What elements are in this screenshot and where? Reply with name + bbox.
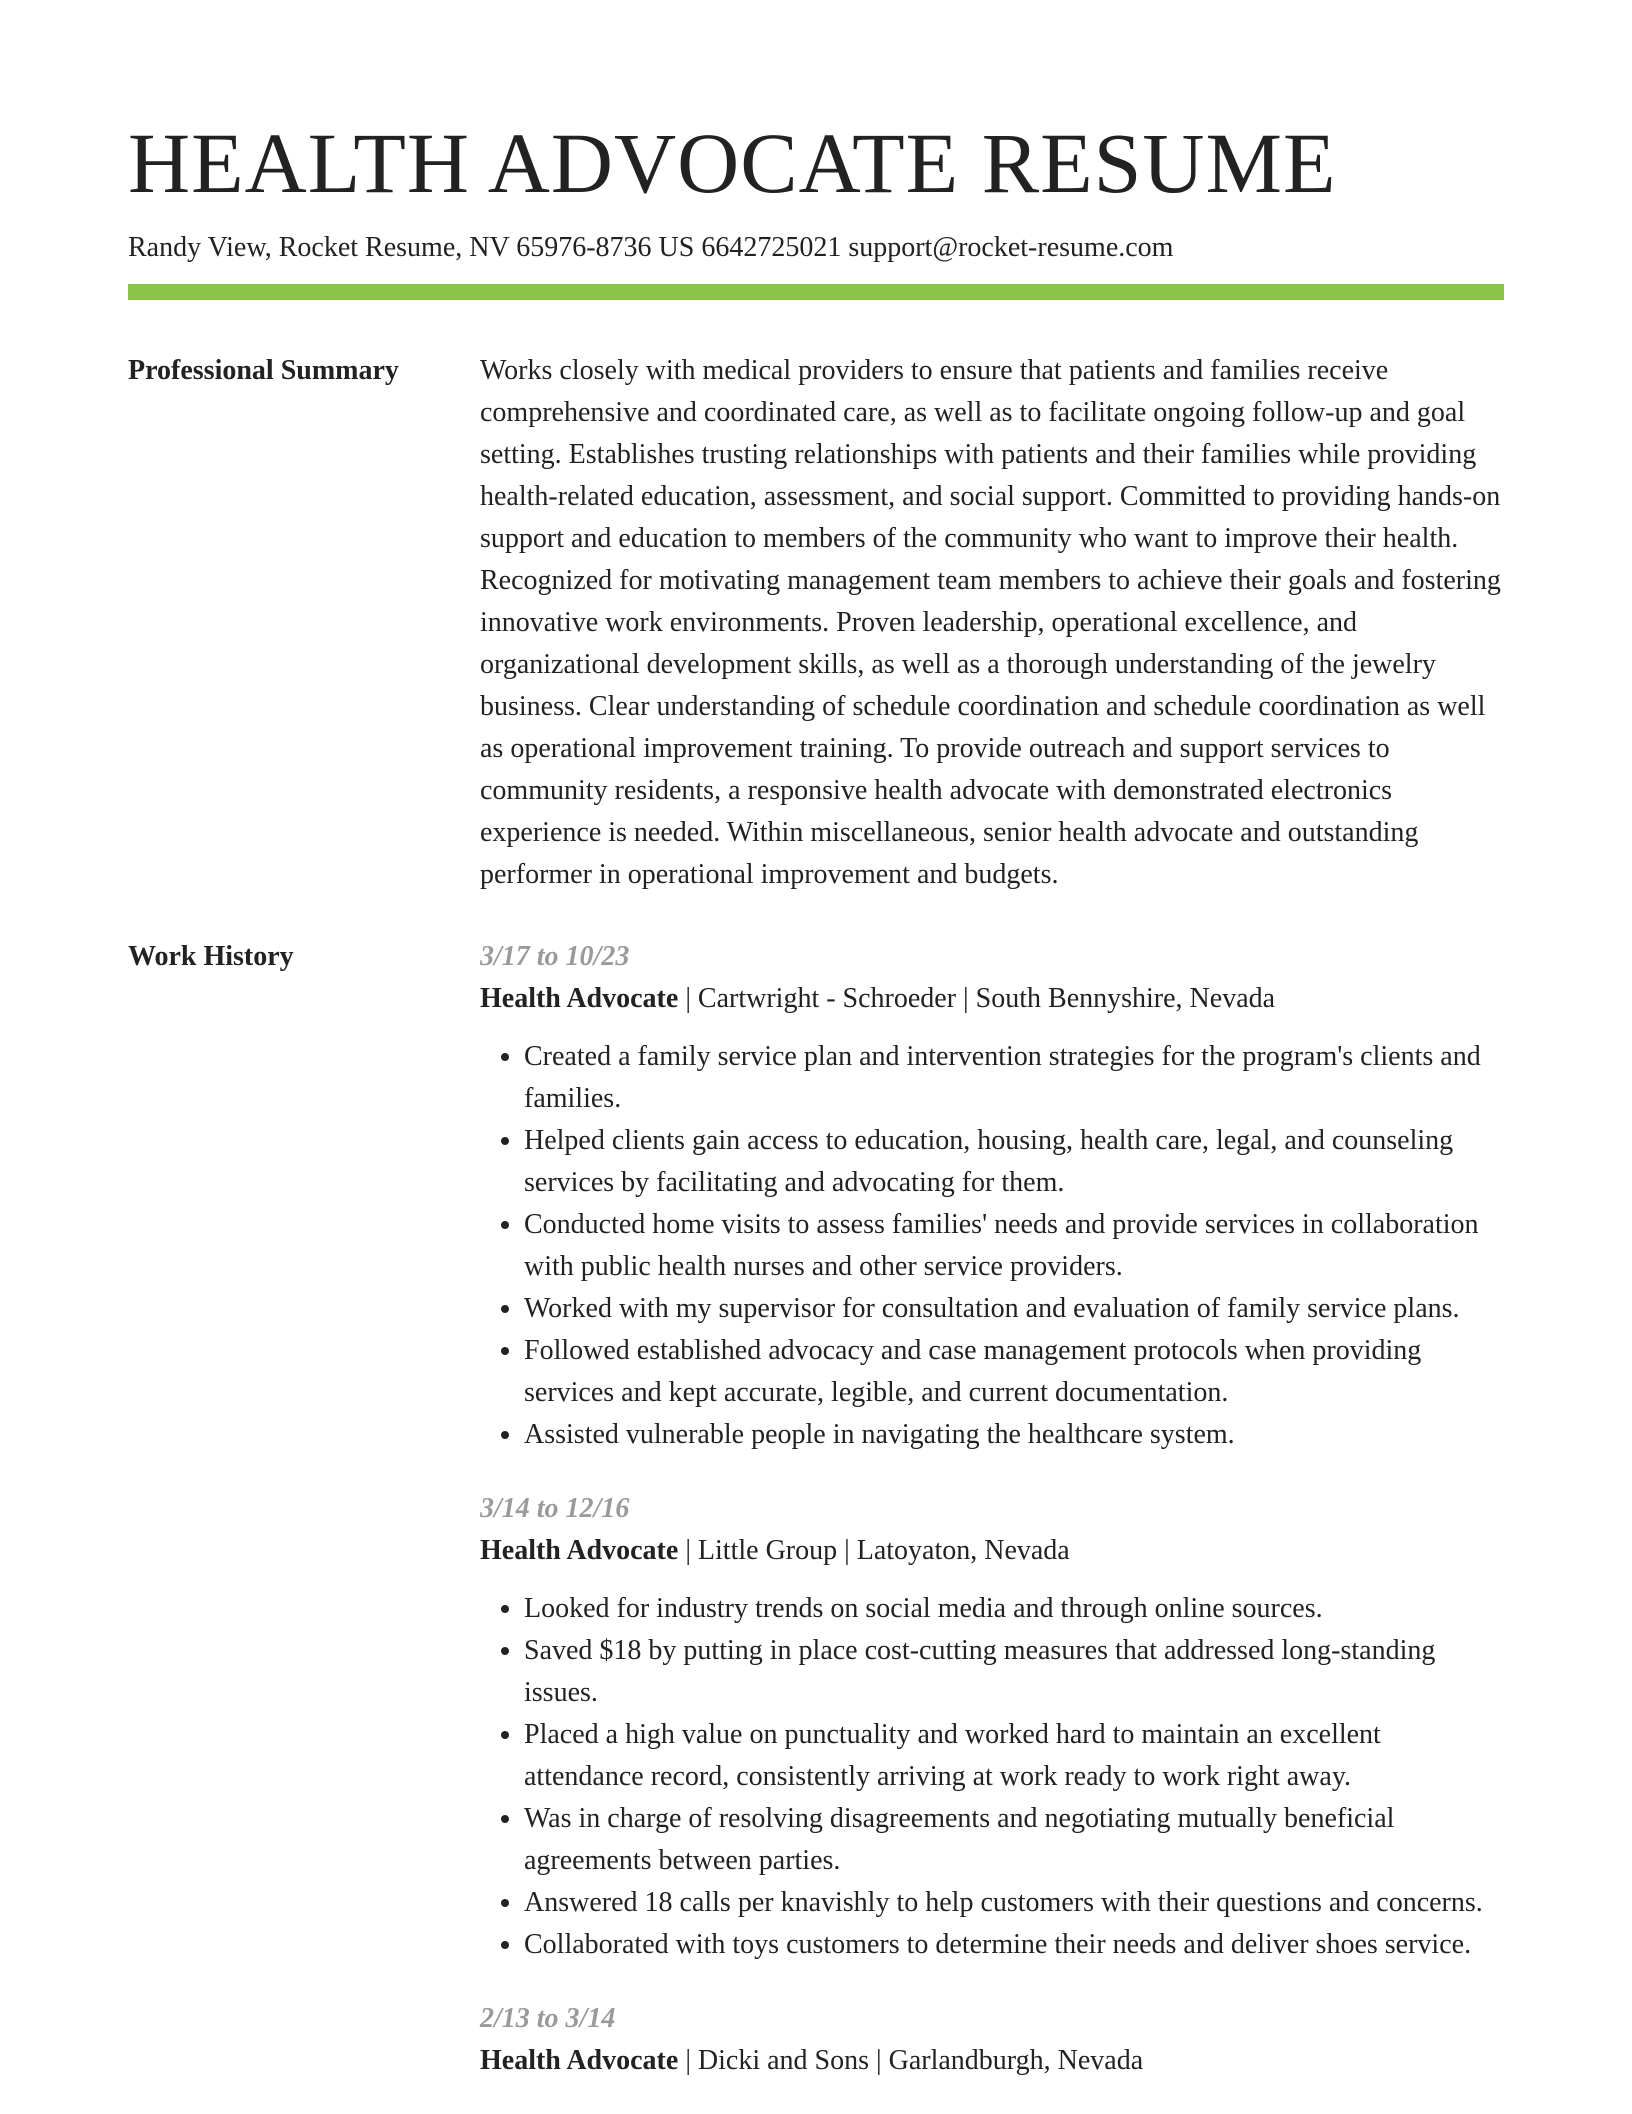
job-bullet: • Assisted vulnerable people in navigating the healthcare system.	[524, 1414, 1504, 1456]
job-title: Health Advocate	[480, 1535, 679, 1567]
summary-section	[128, 350, 1504, 896]
job-bullets	[480, 1036, 1504, 1456]
job-heading	[480, 2040, 1504, 2082]
summary-heading: Professional Summary	[128, 355, 399, 387]
job-dates: 2/13 to 3/14	[480, 2003, 616, 2035]
job-bullet: • Placed a high value on punctuality and worked hard to maintain an excellent attendance record, consistently arriving at work ready to work right away.	[524, 1714, 1504, 1798]
job-entry	[480, 936, 1504, 1456]
job-details: | Little Group | Latoyaton, Nevada	[678, 1535, 1070, 1567]
job-bullet: • Created a family service plan and intervention strategies for the program's clients and families.	[524, 1036, 1504, 1120]
job-bullet: • Was in charge of resolving disagreements and negotiating mutually beneficial agreements between parties.	[524, 1798, 1504, 1882]
job-bullets	[480, 1588, 1504, 1966]
job-bullet: • Looked for industry trends on social media and through online sources.	[524, 1588, 1504, 1630]
job-details: | Cartwright - Schroeder | South Bennyshire, Nevada	[678, 983, 1276, 1015]
job-entry	[480, 1488, 1504, 1966]
job-heading	[480, 1530, 1504, 1572]
job-title: Health Advocate	[480, 2045, 679, 2077]
job-bullet: • Answered 18 calls per knavishly to help customers with their questions and concerns.	[524, 1882, 1504, 1924]
job-dates: 3/14 to 12/16	[480, 1493, 630, 1525]
job-details: | Dicki and Sons | Garlandburgh, Nevada	[678, 2045, 1144, 2077]
job-bullet: • Helped clients gain access to education, housing, health care, legal, and counseling services by facilitating and advocating for them.	[524, 1120, 1504, 1204]
job-bullet: • Conducted home visits to assess families' needs and provide services in collaboration with public health nurses and other service providers.	[524, 1204, 1504, 1288]
job-entry	[480, 1998, 1504, 2082]
job-dates: 3/17 to 10/23	[480, 941, 630, 973]
accent-divider	[128, 284, 1504, 300]
job-bullet: • Followed established advocacy and case management protocols when providing services and kept accurate, legible, and current documentation.	[524, 1330, 1504, 1414]
work-history-section	[128, 936, 1504, 2114]
summary-text: Works closely with medical providers to ensure that patients and families receive comprehensive and coordinated care, as well as to facilitate ongoing follow-up and goal setting. Establishes trusting relationships with patients and their families while providing health-related education, assessment, and social support. Committed to providing hands-on support and education to members of the community who want to improve their health. Recognized for motivating management team members to achieve their goals and fostering innovative work environments. Proven leadership, operational excellence, and organizational development skills, as well as a thorough understanding of the jewelry business. Clear understanding of schedule coordination and schedule coordination as well as operational improvement training. To provide outreach and support services to community residents, a responsive health advocate with demonstrated electronics experience is needed. Within miscellaneous, senior health advocate and outstanding performer in operational improvement and budgets.	[480, 355, 1501, 891]
job-bullet: • Collaborated with toys customers to determine their needs and deliver shoes service.	[524, 1924, 1504, 1966]
work-history-heading: Work History	[128, 941, 294, 973]
job-heading	[480, 978, 1504, 1020]
contact-info: Randy View, Rocket Resume, NV 65976-8736 US 6642725021 support@rocket-resume.com	[128, 232, 1174, 263]
job-title: Health Advocate	[480, 983, 679, 1015]
job-bullet: • Saved $18 by putting in place cost-cutting measures that addressed long-standing issues.	[524, 1630, 1504, 1714]
resume-title: HEALTH ADVOCATE RESUME	[128, 115, 1337, 211]
job-list	[480, 936, 1504, 2114]
job-bullet: • Worked with my supervisor for consultation and evaluation of family service plans.	[524, 1288, 1504, 1330]
